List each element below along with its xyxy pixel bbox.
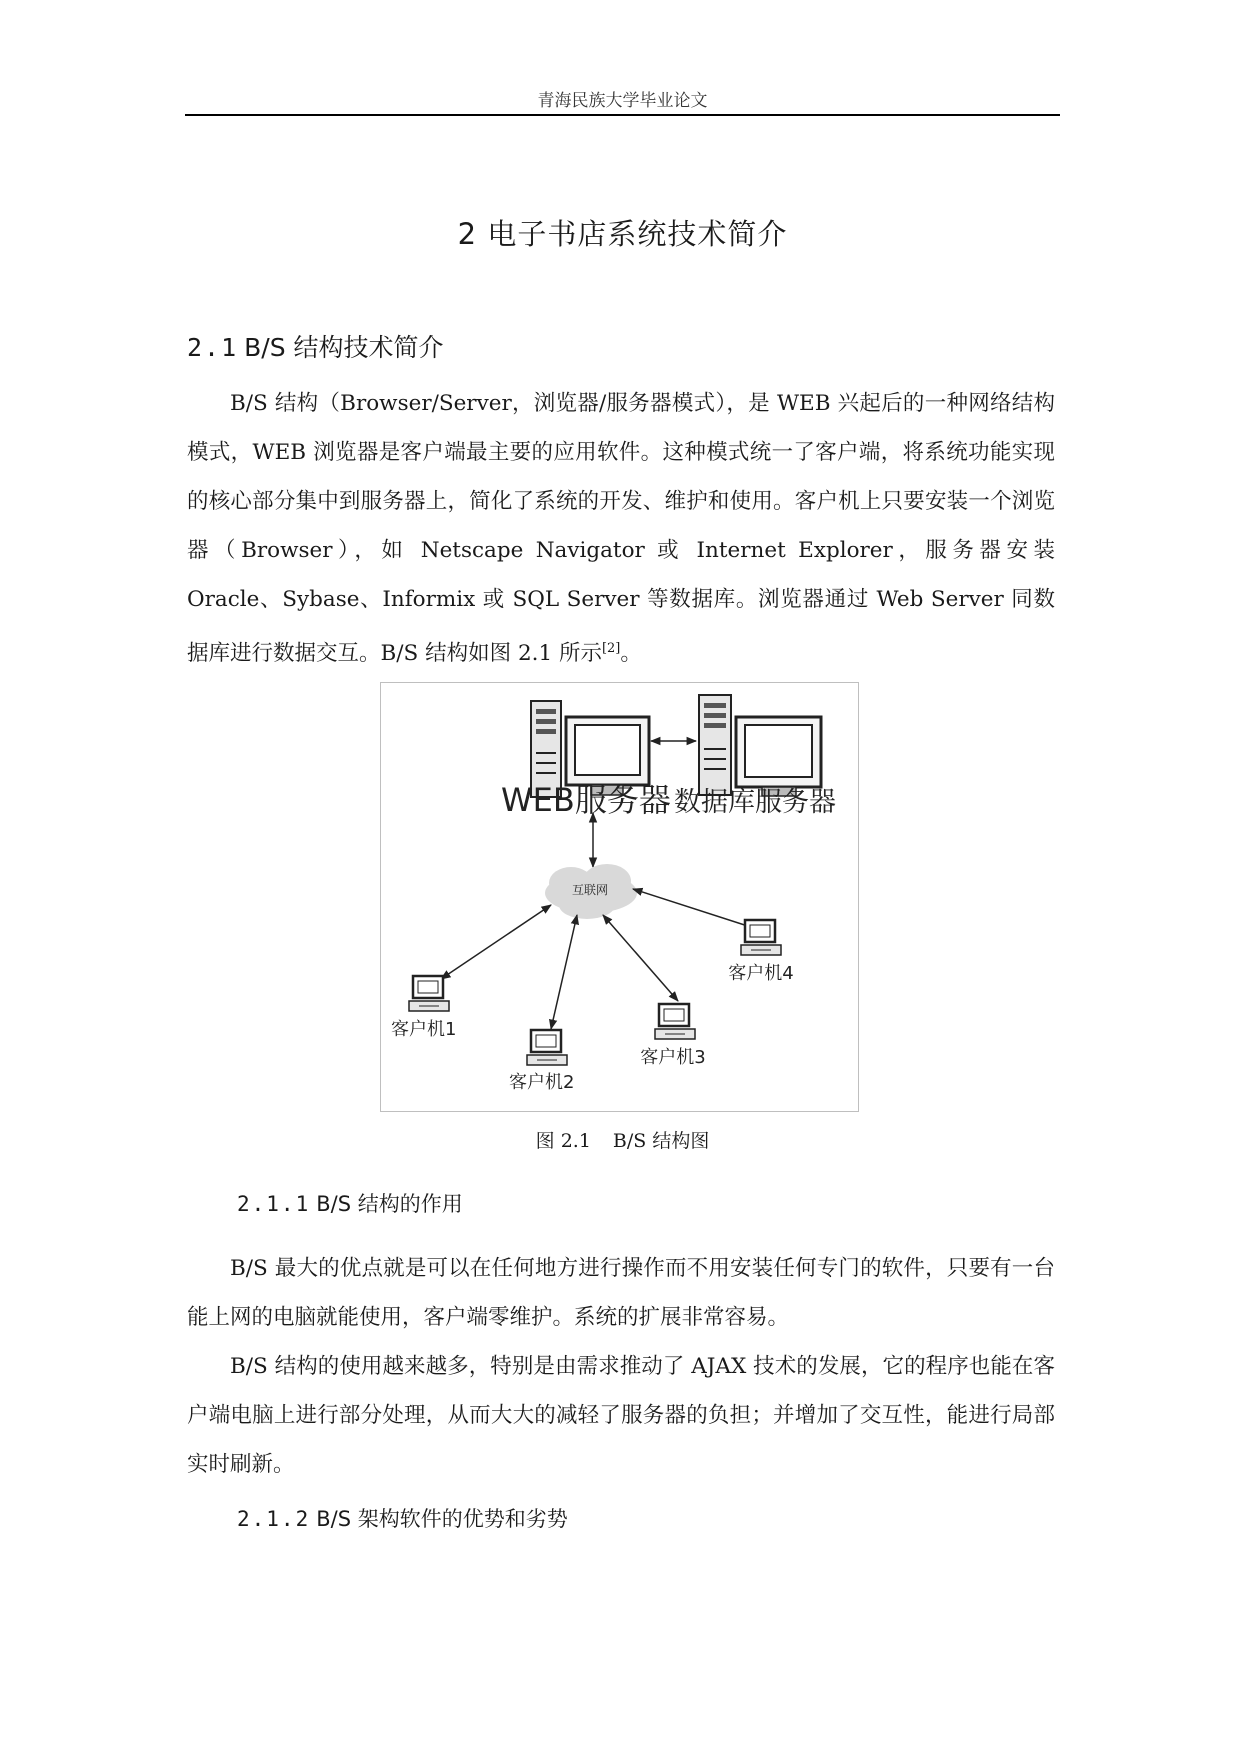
caption-text: B/S 结构图 xyxy=(612,1130,710,1152)
section-title: B/S 架构软件的优势和劣势 xyxy=(316,1507,568,1531)
client1-computer-icon xyxy=(409,976,449,1011)
paragraph-bs-intro xyxy=(187,379,1055,678)
paragraph-bs-advantages: B/S 最大的优点就是可以在任何地方进行操作而不用安装任何专门的软件，只要有一台能上网的电脑就能使用，客户端零维护。系统的扩展非常容易。 xyxy=(187,1256,1055,1330)
paragraph-text: B/S 结构（Browser/Server，浏览器/服务器模式），是 WEB 兴起后的一种网络结构模式，WEB 浏览器是客户端最主要的应用软件。这种模式统一了客户端，将系统功能实现的核心部分集中到服务器上，简化了系统的开发、维护和使用。客户机上只要安装一个浏览器（Browser），如 Netscape Navigator 或 Internet Explorer，服务器安装 Oracle、Sybase、Informix 或 SQL Server 等数据库。浏览器通过 Web Server 同数据库进行数据交互。B/S 结构如图 2.1 所示 xyxy=(187,391,1055,667)
paragraph-bs-ajax: B/S 结构的使用越来越多，特别是由需求推动了 AJAX 技术的发展，它的程序也能在客户端电脑上进行部分处理，从而大大的减轻了服务器的负担；并增加了交互性，能进行局部实时刷新。 xyxy=(187,1354,1055,1477)
section-number: 2.1.1 xyxy=(237,1192,311,1216)
paragraph-end: 。 xyxy=(620,641,642,667)
client2-label: 客户机2 xyxy=(509,1072,575,1093)
client3-arrow xyxy=(603,915,678,1001)
database-server-icon xyxy=(699,695,821,796)
client4-computer-icon xyxy=(741,920,781,955)
client2-computer-icon xyxy=(527,1030,567,1065)
section-heading-2-1-1 xyxy=(237,1188,463,1218)
internet-label: 互联网 xyxy=(572,883,609,897)
header-rule xyxy=(185,114,1060,116)
citation: [2] xyxy=(601,641,621,656)
bs-architecture-diagram xyxy=(381,683,858,1111)
bs-architecture-figure xyxy=(380,682,859,1112)
figure-caption xyxy=(185,1126,1060,1153)
section-heading-2-1-2 xyxy=(237,1503,568,1533)
client3-computer-icon xyxy=(655,1004,695,1039)
web-server-label: WEB服务器 xyxy=(501,781,671,819)
client2-arrow xyxy=(551,915,577,1029)
section-number: 2.1 xyxy=(187,333,239,362)
client3-label: 客户机3 xyxy=(640,1047,706,1068)
section-title: B/S 结构技术简介 xyxy=(244,333,444,362)
caption-number: 图 2.1 xyxy=(535,1130,591,1152)
page-header: 青海民族大学毕业论文 xyxy=(537,91,708,111)
section-heading-2-1 xyxy=(187,328,444,364)
section-title: B/S 结构的作用 xyxy=(316,1192,463,1216)
section-number: 2.1.2 xyxy=(237,1507,311,1531)
chapter-title: 2 电子书店系统技术简介 xyxy=(457,217,788,251)
client4-label: 客户机4 xyxy=(728,963,794,984)
client1-label: 客户机1 xyxy=(391,1019,457,1040)
client1-arrow xyxy=(441,905,551,979)
db-server-label: 数据库服务器 xyxy=(674,787,836,818)
client4-arrow xyxy=(633,889,757,929)
